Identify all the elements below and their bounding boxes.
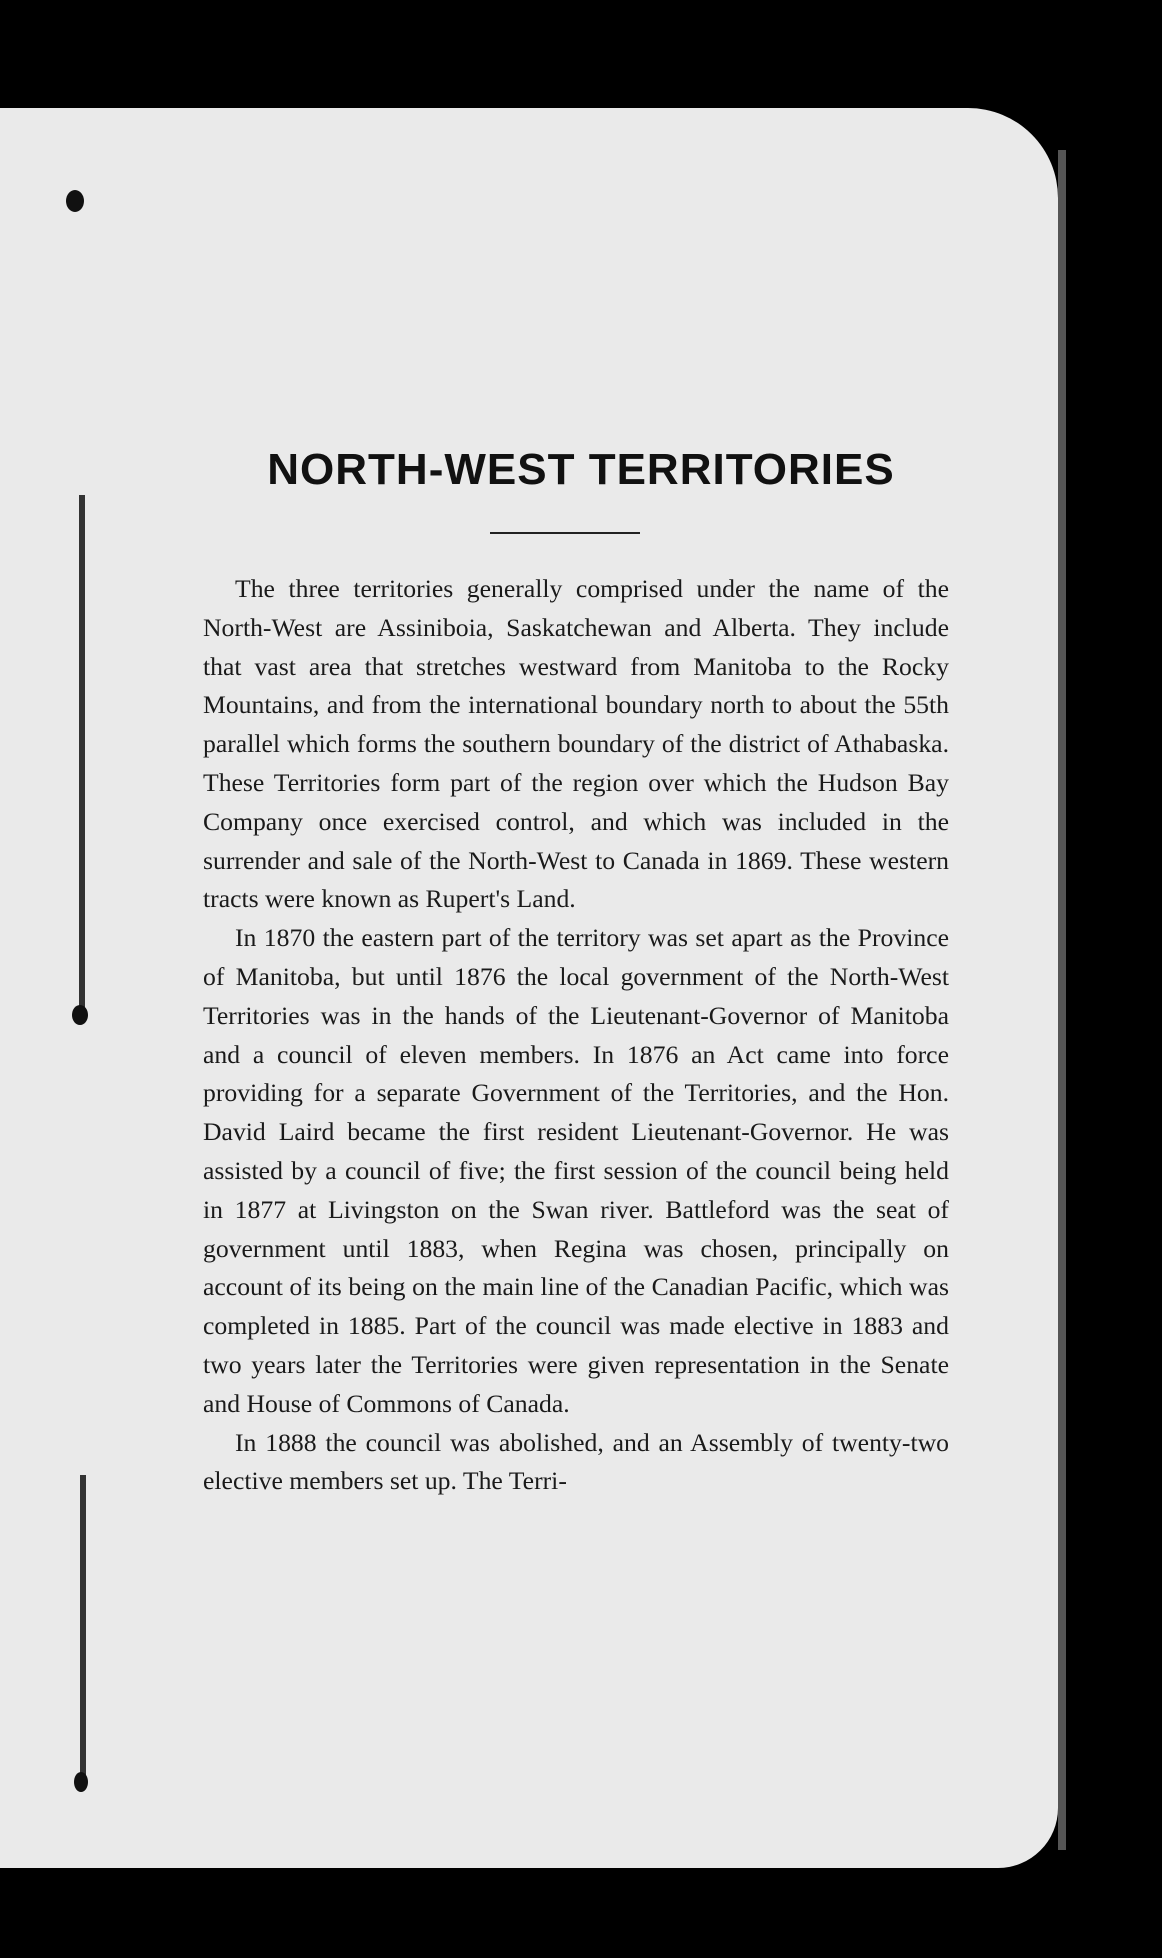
paragraph: In 1888 the council was abolished, and an Assembly of twenty-two elective members set up. The Terri- [203,1427,949,1496]
punch-hole [66,190,84,212]
page-edge [1058,150,1066,1850]
punch-hole [74,1772,88,1792]
body-text [203,570,949,1501]
punch-hole [72,1005,88,1025]
paragraph: The three territories generally comprised under the name of the North-West are Assiniboia, Saskatchewan and Alberta. They include that vast area that stretches westward from Manitoba to the Rocky Mountains, and from the international boundary north to about the 55th parallel which forms the southern boundary of the district of Athabaska. These Territories form part of the region over which the Hudson Bay Company once exercised control, and which was included in the surrender and sale of the North-West to Canada in 1869. These western tracts were known as Rupert's Land. [203,574,949,914]
binder-ring [79,495,85,1015]
paragraph: In 1870 the eastern part of the territory was set apart as the Province of Manitoba, but until 1876 the local government of the North-West Territories was in the hands of the Lieutenant-Governor of Manitoba and a council of eleven members. In 1876 an Act came into force providing for a separate Government of the Territories, and the Hon. David Laird became the first resident Lieutenant-Governor. He was assisted by a council of five; the first session of the council being held in 1877 at Livingston on the Swan river. Battleford was the seat of government until 1883, when Regina was chosen, principally on account of its being on the main line of the Canadian Pacific, which was completed in 1885. Part of the council was made elective in 1883 and two years later the Territories were given representation in the Senate and House of Commons of Canada. [203,923,949,1418]
page-title: NORTH-WEST TERRITORIES [267,445,895,494]
binder-ring [80,1475,86,1775]
title-rule [490,532,640,534]
